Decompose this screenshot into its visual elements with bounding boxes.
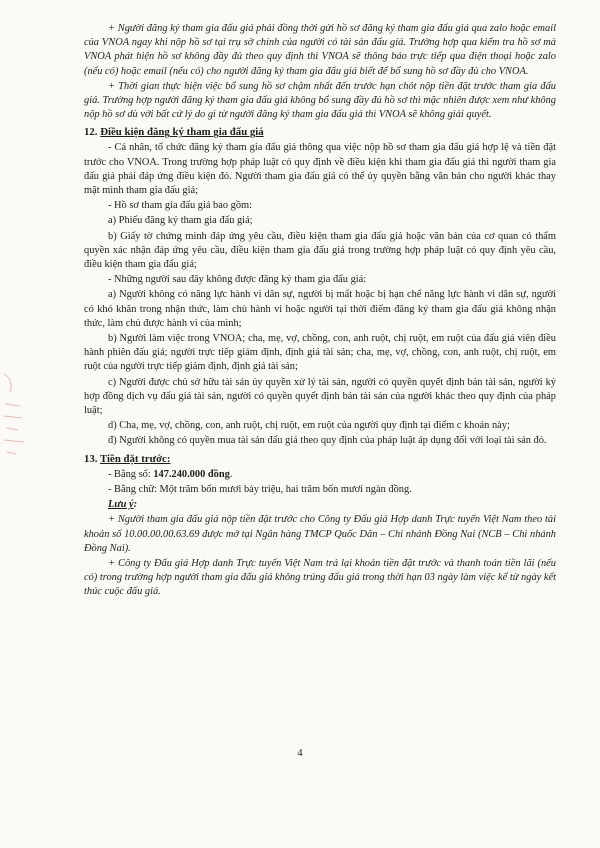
excluded-intro: - Những người sau đây không được đăng ký tham gia đấu giá: — [108, 274, 367, 286]
excluded-item-a: a) Người không có năng lực hành vi dân sự, người bị mất hoặc bị hạn chế năng lực hành vi dân sự, người có khó khăn trong nhận thức, làm chủ hành vi hoặc người tại thời điểm đăng ký tham gia đấu giá không nhận thức, làm chủ được hành vi của mình; — [84, 289, 556, 329]
dossier-intro: - Hồ sơ tham gia đấu giá bao gồm: — [108, 200, 253, 212]
page-number: 4 — [297, 748, 303, 759]
paragraph-submit-online: + Người đăng ký tham gia đấu giá phải đồng thời gửi hồ sơ đăng ký tham gia đấu giá qua zalo hoặc email của VNOA ngay khi nộp hồ sơ tại trụ sở chính của người có tài sản đấu giá. Trường hợp qua kiểm tra hồ sơ mà VNOA phát hiện hồ sơ không đầy đủ theo quy định thì VNOA sẽ thông báo trực tiếp qua điện thoại hoặc zalo (nếu có) hoặc email (nếu có) cho người đăng ký tham gia đấu giá biết để bổ sung hồ sơ đầy đủ cho VNOA. — [84, 23, 556, 77]
deposit-numeric-value: 147.240.000 đồng — [153, 468, 230, 480]
section-12-heading — [84, 125, 556, 140]
excluded-item-dd: đ) Người không có quyền mua tài sản đấu giá theo quy định của pháp luật áp dụng đối với loại tài sản đó. — [108, 435, 547, 447]
note-heading — [84, 498, 556, 512]
section-12-number: 12. — [84, 126, 98, 139]
note-label: Lưu ý — [108, 499, 134, 511]
paragraph-supplement-deadline: + Thời gian thực hiện việc bổ sung hồ sơ chậm nhất đến trước hạn chót nộp tiền đặt trước tham gia đấu giá. Trường hợp người đăng ký tham gia đấu giá không bổ sung đầy đủ hồ sơ thì mặc nhiên được xem như không nộp hồ sơ dù với bất cứ lý do gì từ người đăng ký tham gia đấu giá thì VNOA sẽ không giải quyết. — [84, 80, 556, 121]
section-12-title: Điều kiện đăng ký tham gia đấu giá — [100, 126, 264, 139]
note-deposit-account: + Người tham gia đấu giá nộp tiền đặt trước cho Công ty Đấu giá Hợp danh Trực tuyến Việt Nam theo tài khoản số 10.00.00.00.63.69 được mở tại Ngân hàng TMCP Quốc Dân – Chi nhánh Đồng Nai (NCB – Chi nhánh Đồng Nai). — [84, 514, 556, 554]
section-13-number: 13. — [84, 452, 98, 465]
section-12-intro: - Cá nhân, tổ chức đăng ký tham gia đấu giá thông qua việc nộp hồ sơ tham gia đấu giá hợp lệ và tiền đặt trước cho VNOA. Trong trường hợp pháp luật có quy định về điều kiện khi tham gia đấu giá thì người tham gia đấu giá phải đáp ứng điều kiện đó. Người tham gia đấu giá có thể ủy quyền bằng văn bản cho người khác thay mặt mình tham gia đấu giá; — [84, 142, 556, 197]
excluded-item-b: b) Người làm việc trong VNOA; cha, mẹ, vợ, chồng, con, anh ruột, chị ruột, em ruột của đấu giá viên điều hành phiên đấu giá; người trực tiếp giám định, định giá tài sản; cha, mẹ, vợ, chồng, con, anh ruột, chị ruột, em ruột của người trực tiếp giám định, định giá tài sản; — [84, 333, 556, 373]
partial-stamp-mark — [2, 370, 28, 460]
document-page — [84, 0, 556, 848]
note-colon: : — [133, 499, 138, 511]
section-13-title: Tiền đặt trước: — [100, 452, 171, 465]
deposit-amount-words: - Bằng chữ: Một trăm bốn mươi bảy triệu, hai trăm bốn mươi ngàn đồng. — [108, 483, 412, 495]
section-13-heading — [84, 452, 556, 467]
deposit-numeric-end: . — [229, 468, 233, 480]
excluded-item-d: d) Cha, mẹ, vợ, chồng, con, anh ruột, chị ruột, em ruột của người quy định tại điểm c khoản này; — [108, 420, 510, 432]
deposit-amount-numeric — [84, 468, 556, 482]
note-deposit-refund: + Công ty Đấu giá Hợp danh Trực tuyến Việt Nam trả lại khoản tiền đặt trước và thanh toán tiền lãi (nếu có) trong trường hợp người tham gia đấu giá không trúng đấu giá trong thời hạn 03 ngày làm việc kể từ ngày kết thúc cuộc đấu giá. — [84, 557, 556, 598]
dossier-item-a: a) Phiếu đăng ký tham gia đấu giá; — [108, 215, 253, 227]
dossier-item-b: b) Giấy tờ chứng minh đáp ứng yêu cầu, điều kiện tham gia đấu giá hoặc văn bản của cơ quan có thẩm quyền xác nhận đáp ứng yêu cầu, điều kiện tham gia đấu giá trong trường hợp pháp luật có quy định yêu cầu, điều kiện tham gia đấu giá; — [84, 230, 556, 271]
deposit-numeric-label: - Bằng số: — [108, 468, 154, 480]
stamp-edge-icon — [2, 370, 28, 460]
excluded-item-c: c) Người được chủ sở hữu tài sản ủy quyền xử lý tài sản, người có quyền quyết định bán tài sản, người ký hợp đồng dịch vụ đấu giá tài sản, người có quyền quyết định bán tài sản của người khác theo quy định của pháp luật; — [84, 376, 556, 417]
